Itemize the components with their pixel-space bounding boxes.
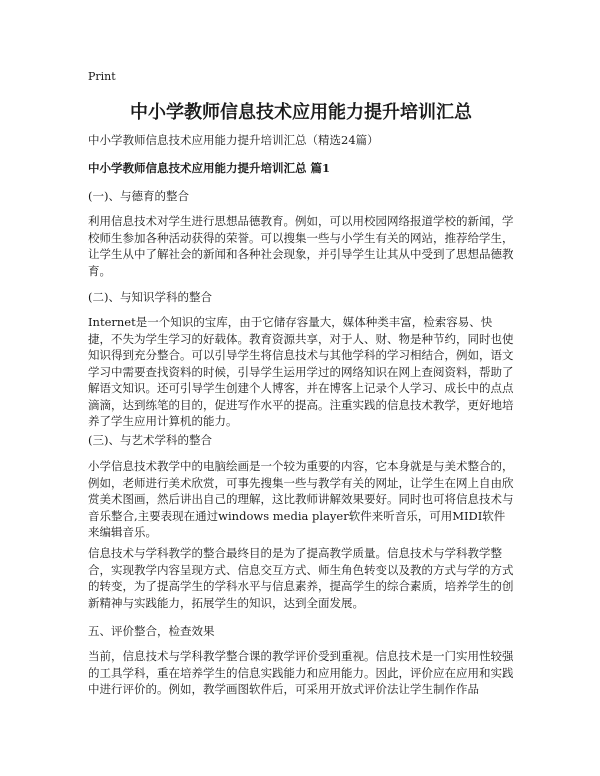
heading-2: (二)、与知识学科的整合 — [88, 290, 212, 304]
paragraph-3: 小学信息技术教学中的电脑绘画是一个较为重要的内容，它本身就是与美术整合的，例如，老师进行美术欣赏，可事先搜集一些与教学有关的网址，让学生在网上自由欣赏美术图画，然后讲出自己的理解，这比教师讲解效果要好。同时也可将信息技术与音乐整合,主要表现在通过windows media player软件来听音乐，可用MIDI软件来编辑音乐。 — [88, 459, 514, 539]
heading-3: (三)、与艺术学科的整合 — [88, 433, 212, 447]
paragraph-1: 利用信息技术对学生进行思想品德教育。例如，可以用校园网络报道学校的新闻，学校师生参加各种活动获得的荣誉。可以搜集一些与小学生有关的网站，推荐给学生，让学生从中了解社会的新闻和各种社会现象，并引导学生让其从中受到了思想品德教育。 — [88, 214, 514, 278]
paragraph-5: 当前，信息技术与学科教学整合课的教学评价受到重视。信息技术是一门实用性较强的工具学科，重在培养学生的信息实践能力和应用能力。因此，评价应在应用和实践中进行评价的。例如，教学画图软件后，可采用开放式评价法让学生制作作品 — [88, 649, 514, 696]
heading-1: (一)、与德育的整合 — [88, 189, 189, 203]
section-title: 中小学教师信息技术应用能力提升培训汇总 篇1 — [88, 161, 331, 175]
heading-5: 五、评价整合，检查效果 — [88, 624, 215, 638]
paragraph-2: Internet是一个知识的宝库，由于它储存容量大，媒体种类丰富，检索容易、快捷，不失为学生学习的好载体。教育资源共享，对于人、财、物是种节约，同时也使知识得到充分整合。可以引导学生将信息技术与其他学科的学习相结合，例如，语文学习中需要查找资料的时候，引导学生运用学过的网络知识在网上查阅资料，帮助了解语文知识。还可引导学生创建个人博客，并在博客上记录个人学习、成长中的点点滴滴，达到练笔的目的，促进写作水平的提高。注重实践的信息技术教学，更好地培养了学生应用计算机的能力。 — [88, 315, 514, 428]
paragraph-4: 信息技术与学科教学的整合最终目的是为了提高教学质量。信息技术与学科教学整合，实现教学内容呈现方式、信息交互方式、师生角色转变以及教的方式与学的方式的转变，为了提高学生的学科水平与信息素养，提高学生的综合素质，培养学生的创新精神与实践能力，拓展学生的知识，达到全面发展。 — [88, 546, 514, 610]
subtitle: 中小学教师信息技术应用能力提升培训汇总（精选24篇） — [88, 133, 379, 147]
document-title: 中小学教师信息技术应用能力提升培训汇总 — [130, 102, 472, 123]
print-link[interactable]: Print — [88, 70, 116, 83]
